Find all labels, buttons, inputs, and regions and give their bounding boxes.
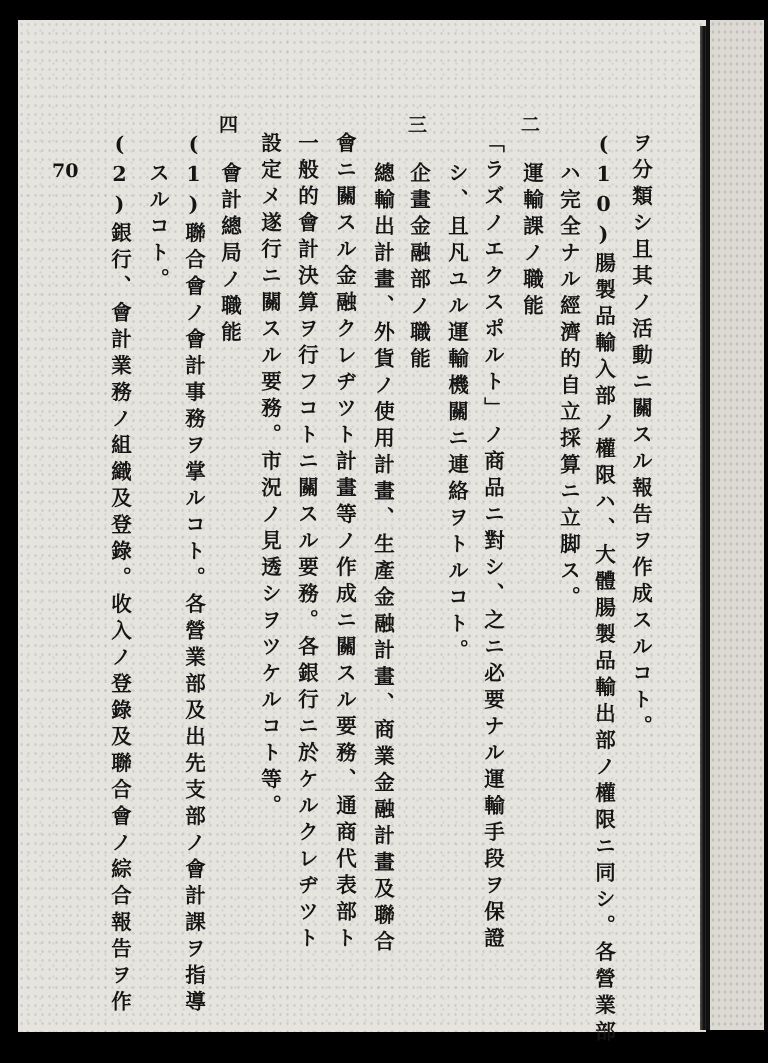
- text-column-11: 設定メ遂行ニ關スル要務。市況ノ見透シヲツケルコト等。: [257, 132, 282, 821]
- text-column-10: 一般的會計決算ヲ行フコトニ關スル要務。各銀行ニ於ケルクレヂツト: [294, 132, 319, 954]
- text-column-13: (1)聯合會ノ會計事務ヲ掌ルコト。各營業部及出先支部ノ會計課ヲ指導: [181, 132, 206, 1017]
- adjacent-page-edge: [706, 20, 764, 1030]
- text-column-15: (2)銀行、會計業務ノ組織及登錄。收入ノ登錄及聯合會ノ綜合報告ヲ作: [107, 132, 132, 1017]
- text-column-2: (10)腸製品輸入部ノ權限ハ、大體腸製品輸出部ノ權限ニ同シ。各營業部: [591, 132, 616, 1047]
- text-column-6: シ、且凡ユル運輸機關ニ連絡ヲトルコト。: [444, 162, 469, 666]
- text-column-8: 總輸出計畫、外貨ノ使用計畫、生產金融計畫、商業金融計畫及聯合: [370, 162, 395, 957]
- section-heading-transport: 運輸課ノ職能: [519, 162, 544, 321]
- text-column-1: ヲ分類シ且其ノ活動ニ關スル報告ヲ作成スルコト。: [628, 132, 653, 742]
- text-column-5: 「ラズノエクスポルト」ノ商品ニ對シ、之ニ必要ナル運輸手段ヲ保證: [480, 132, 505, 954]
- section-number-two: 二: [521, 114, 541, 136]
- section-heading-planning-finance: 企畫金融部ノ職能: [406, 162, 431, 374]
- section-number-four: 四: [219, 114, 239, 136]
- text-column-9: 會ニ關スル金融クレヂツト計畫等ノ作成ニ關スル要務、通商代表部ト: [332, 132, 357, 954]
- page-number: 70: [52, 160, 79, 182]
- section-number-three: 三: [408, 114, 428, 136]
- text-column-3: ハ完全ナル經濟的自立採算ニ立脚ス。: [556, 162, 581, 613]
- text-column-14: スルコト。: [145, 162, 170, 295]
- section-heading-accounting: 會計總局ノ職能: [217, 162, 242, 348]
